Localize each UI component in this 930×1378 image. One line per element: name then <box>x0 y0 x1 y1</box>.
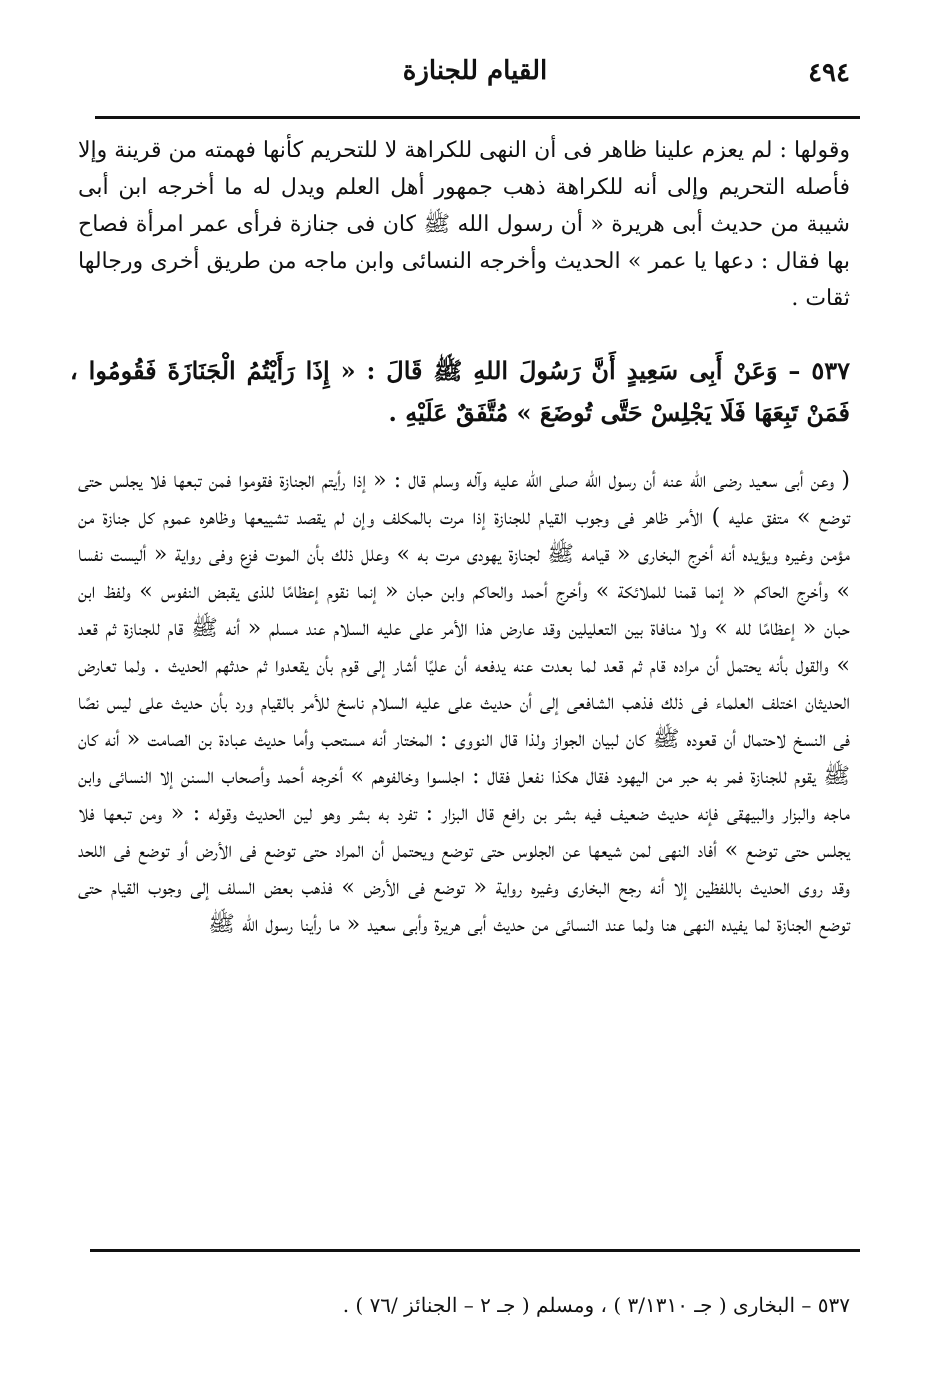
hadith-text: ٥٣٧ – وَعَنْ أَبِى سَعِيدٍ أَنَّ رَسُولَ اللهِ ﷺ قَالَ : « إِذَا رَأَيْتُمُ الْجَنَازَةَ فَقُومُوا ، فَمَنْ تَبِعَهَا فَلَا يَجْلِسْ حَتَّى تُوضَعَ » مُتَّفَقٌ عَلَيْهِ . <box>70 356 850 427</box>
footnote-divider <box>90 1249 860 1252</box>
page-header <box>100 50 850 94</box>
commentary-paragraph: ( وعن أبى سعيد رضى الله عنه أن رسول الله صلى الله عليه وآله وسلم قال : « إذا رأيتم الجنازة فقوموا فمن تبعها فلا يجلس حتى توضع » متفق عليه ) الأمر ظاهر فى وجوب القيام للجنازة إذا مرت بالمكلف وإن لم يقصد تشييعها وظاهره عموم كل جنازة من مؤمن وغيره ويؤيده أنه أخرج البخارى « قيامه ﷺ لجنازة يهودى مرت به » وعلل ذلك بأن الموت فزع وفى رواية « أليست نفسا » وأخرج الحاكم « إنما قمنا للملائكة » وأخرج أحمد والحاكم وابن حبان « إنما نقوم إعظامًا للذى يقبض النفوس » ولفظ ابن حبان « إعظامًا لله » ولا منافاة بين التعليلين وقد عارض هذا الأمر على عليه السلام عند مسلم « أنه ﷺ قام للجنازة ثم قعد » والقول بأنه يحتمل أن مراده قام ثم قعد لما بعدت عنه يدفعه أن عليًا أشار إلى قوم بأن يقعدوا ثم حدثهم الحديث . ولما تعارض الحديثان اختلف العلماء فى ذلك فذهب الشافعى إلى أن حديث على عليه السلام ناسخ للأمر بالقيام ورد بأن حديث على ليس نصًا فى النسخ لاحتمال أن قعوده ﷺ كان لبيان الجواز ولذا قال النووى : المختار أنه مستحب وأما حديث عبادة بن الصامت « أنه كان ﷺ يقوم للجنازة فمر به حبر من اليهود فقال هكذا نفعل فقال : اجلسوا وخالفوهم » أخرجه أحمد وأصحاب السنن إلا النسائى وابن ماجه والبزار والبيهقى فإنه حديث ضعيف فيه بشر بن رافع قال البزار : تفرد به بشر وهو لين الحديث وقوله : « ومن تبعها فلا يجلس حتى توضع » أفاد النهى لمن شيعها عن الجلوس حتى توضع ويحتمل أن المراد حتى توضع فى الأرض أو توضع فى اللحد وقد روى الحديث باللفظين إلا أنه رجح البخارى وغيره رواية « توضع فى الأرض » فذهب بعض السلف إلى وجوب القيام حتى توضع الجنازة لما يفيده النهى هنا ولما عند النسائى من حديث أبى هريرة وأبى سعيد « ما رأينا رسول الله ﷺ <box>78 468 850 937</box>
footnote: ٥٣٧ – البخارى ( جـ ٣/١٣١٠ ) ، ومسلم ( جـ ٢ – الجنائز /٧٦ ) . <box>342 1293 850 1317</box>
intro-paragraph: وقولها : لم يعزم علينا ظاهر فى أن النهى للكراهة لا للتحريم كأنها فهمته من قرينة وإلا فأصله التحريم وإلى أنه للكراهة ذهب جمهور أهل العلم ويدل له ما أخرجه ابن أبى شيبة من حديث أبى هريرة « أن رسول الله ﷺ كان فى جنازة فرأى عمر امرأة فصاح بها فقال : دعها يا عمر » الحديث وأخرجه النسائى وابن ماجه من طريق أخرى ورجالها ثقات . <box>78 138 850 311</box>
page-number: ٤٩٤ <box>808 58 850 88</box>
header-divider <box>95 116 860 119</box>
running-title: القيام للجنازة <box>402 56 548 86</box>
